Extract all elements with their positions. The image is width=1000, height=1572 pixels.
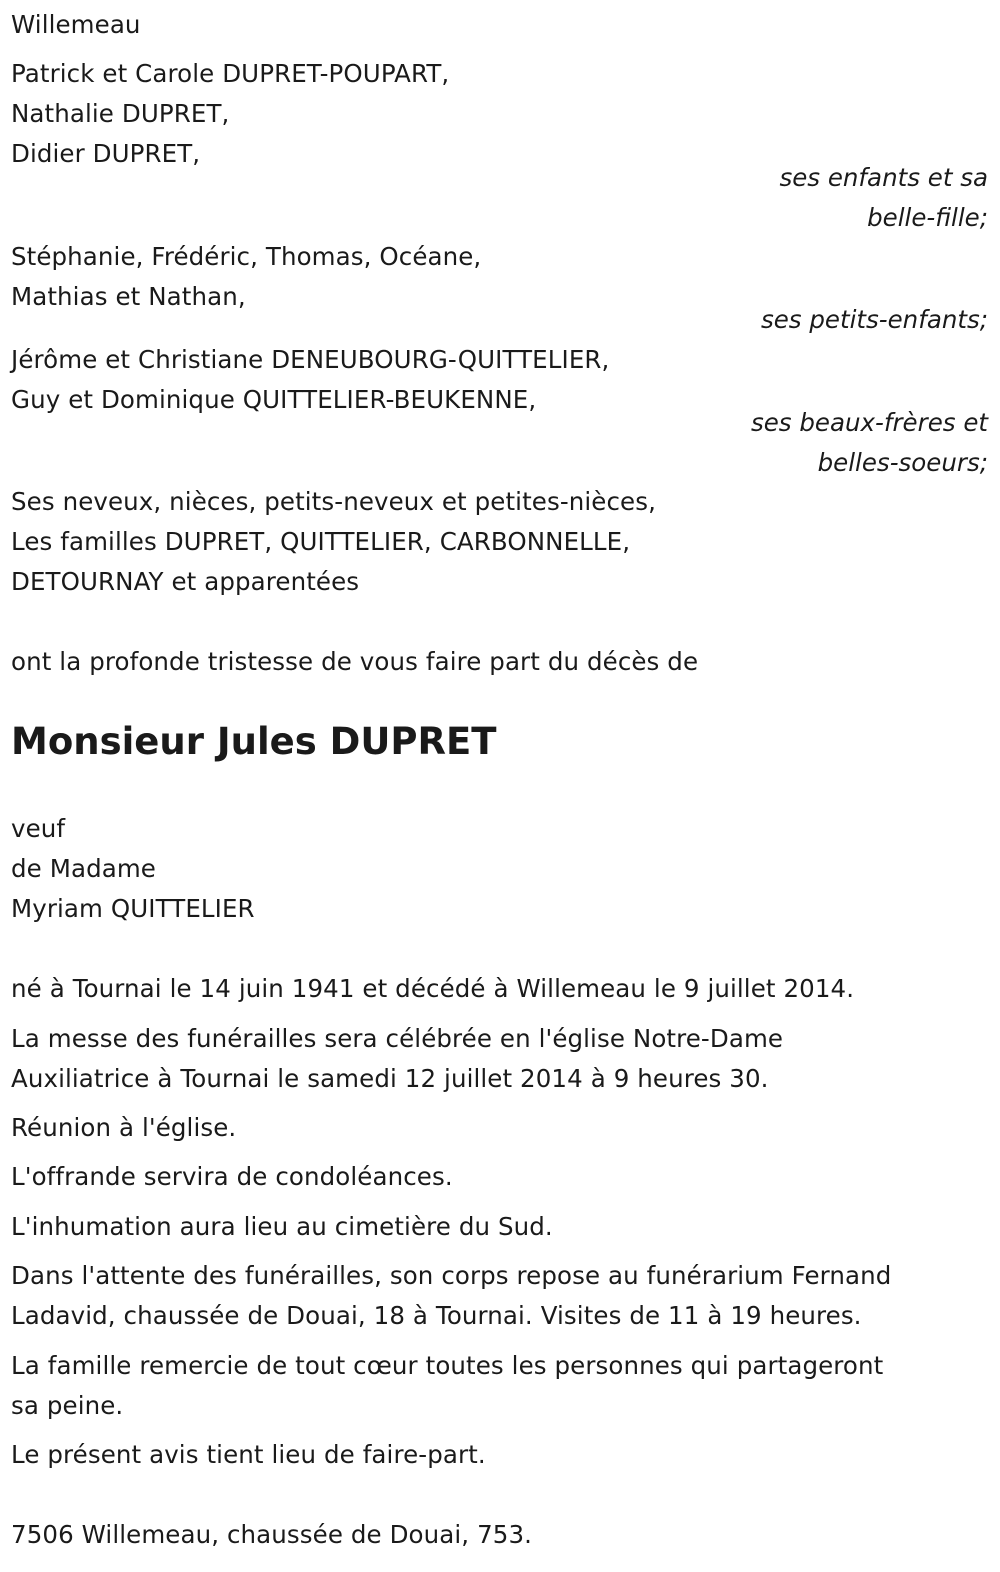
address-text: 7506 Willemeau, chaussée de Douai, 753. — [11, 1520, 533, 1549]
widower-line: veuf — [11, 814, 66, 843]
children-line: Patrick et Carole DUPRET-POUPART, — [11, 59, 450, 88]
meeting-text: Réunion à l'église. — [11, 1113, 237, 1142]
offering-text: L'offrande servira de condoléances. — [11, 1162, 453, 1191]
relatives-line: Les familles DUPRET, QUITTELIER, CARBONNELLE, — [11, 527, 631, 556]
widower-line: Myriam QUITTELIER — [11, 894, 255, 923]
in-laws-relation: belles-soeurs; — [817, 448, 988, 477]
in-laws-line: Jérôme et Christiane DENEUBOURG-QUITTELIER, — [11, 345, 610, 374]
grandchildren-line: Stéphanie, Frédéric, Thomas, Océane, — [11, 242, 482, 271]
funeral-home-text: Ladavid, chaussée de Douai, 18 à Tournai. Visites de 11 à 19 heures. — [11, 1301, 862, 1330]
relatives-line: Ses neveux, nièces, petits-neveux et petites-nièces, — [11, 487, 656, 516]
grandchildren-relation: ses petits-enfants; — [760, 305, 988, 334]
mass-text: Auxiliatrice à Tournai le samedi 12 juillet 2014 à 9 heures 30. — [11, 1064, 769, 1093]
notice-text: Le présent avis tient lieu de faire-part. — [11, 1440, 486, 1469]
born-died-text: né à Tournai le 14 juin 1941 et décédé à Willemeau le 9 juillet 2014. — [11, 974, 855, 1003]
funeral-home-text: Dans l'attente des funérailles, son corps repose au funérarium Fernand — [11, 1261, 892, 1290]
deceased-name: Monsieur Jules DUPRET — [11, 720, 497, 763]
in-laws-relation: ses beaux-frères et — [750, 408, 988, 437]
mass-text: La messe des funérailles sera célébrée en l'église Notre-Dame — [11, 1024, 784, 1053]
widower-line: de Madame — [11, 854, 156, 883]
burial-text: L'inhumation aura lieu au cimetière du Sud. — [11, 1212, 553, 1241]
children-line: Nathalie DUPRET, — [11, 99, 230, 128]
children-relation: belle-fille; — [867, 203, 988, 232]
thanks-text: sa peine. — [11, 1391, 124, 1420]
children-line: Didier DUPRET, — [11, 139, 201, 168]
location-header: Willemeau — [11, 10, 141, 39]
in-laws-line: Guy et Dominique QUITTELIER-BEUKENNE, — [11, 385, 537, 414]
children-relation: ses enfants et sa — [779, 163, 988, 192]
announcement-text: ont la profonde tristesse de vous faire part du décès de — [11, 647, 699, 676]
grandchildren-line: Mathias et Nathan, — [11, 282, 246, 311]
relatives-line: DETOURNAY et apparentées — [11, 567, 360, 596]
thanks-text: La famille remercie de tout cœur toutes les personnes qui partageront — [11, 1351, 884, 1380]
